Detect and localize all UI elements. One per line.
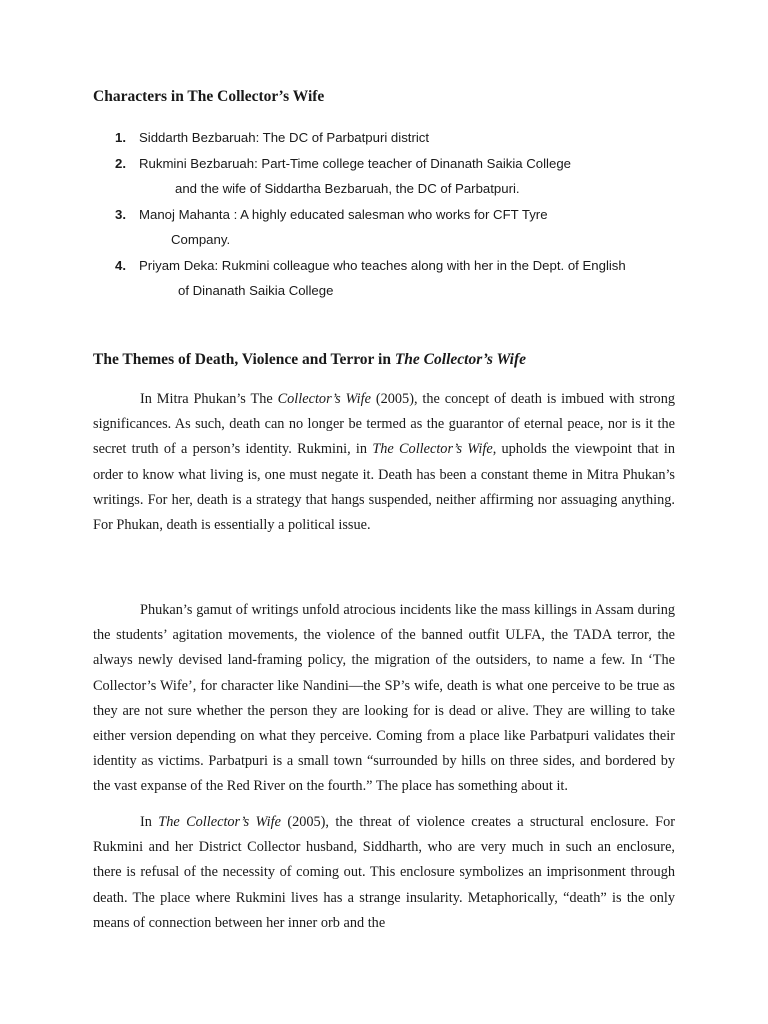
list-number: 3.: [115, 206, 126, 222]
themes-heading-title: The Collector’s Wife: [394, 351, 527, 368]
list-item: [93, 202, 713, 253]
list-number: 1.: [115, 130, 126, 145]
paragraph-text: Phukan’s gamut of writings unfold atrocious incidents like the mass killings in Assam during the students’ agitation movements, the violence of the banned outfit ULFA, the TADA terror, the always newly devised land-framing policy, the migration of the outsiders, to name a few. In ‘The Collector’s Wife’, for character like Nandini—the SP’s wife, death is what one perceive to be true as they are not sure whether the person they are looking for is dead or alive. They are willing to take either version depending on what they perceive. Coming from a place like Parbatpuri validates their identity as victims. Parbatpuri is a small town “surrounded by hills on three sides, and bordered by the vast expanse of the Red River on the fourth.” The place has something about it.: [93, 602, 675, 795]
paragraph-text: (2005), the concept of death is imbued with strong significances. As such, death can no longer be termed as the guarantor of eternal peace, nor is it the secret truth of a person’s identity. Rukmini, in: [93, 391, 675, 458]
paragraph-text: In: [140, 814, 159, 830]
paragraph-3: [93, 810, 675, 936]
book-title: The Collector’s Wife: [372, 441, 493, 458]
paragraph-text: , upholds the viewpoint that in order to know what living is, one must negate it. Death has been a constant theme in Mitra Phukan’s writings. For her, death is a strategy that hangs suspended, neither affirming nor assuaging anything. For Phukan, death is essentially a political issue.: [93, 441, 675, 534]
paragraph-2: [93, 598, 675, 800]
list-text: Manoj Mahanta : A highly educated salesman who works for CFT Tyre: [139, 206, 548, 222]
characters-heading: Characters in The Collector’s Wife: [93, 88, 325, 105]
list-text: Priyam Deka: Rukmini colleague who teaches along with her in the Dept. of English: [139, 257, 626, 273]
paragraph-text: In Mitra Phukan’s The: [140, 391, 278, 407]
list-text: Rukmini Bezbaruah: Part-Time college teacher of Dinanath Saikia College: [139, 155, 571, 171]
book-title: Collector’s Wife: [277, 391, 371, 407]
themes-heading-prefix: The Themes of Death, Violence and Terror in: [93, 351, 395, 368]
themes-heading: [93, 351, 526, 369]
list-number: 2.: [115, 155, 126, 171]
list-item: [93, 151, 713, 202]
list-text: Siddarth Bezbaruah: The DC of Parbatpuri district: [139, 130, 430, 145]
list-number: 4.: [115, 257, 126, 273]
list-item: [93, 253, 713, 304]
book-title: The Collector’s Wife: [158, 814, 281, 830]
list-text-continued: of Dinanath Saikia College: [178, 283, 334, 298]
paragraph-text: (2005), the threat of violence creates a structural enclosure. For Rukmini and her District Collector husband, Siddharth, who are very much in such an enclosure, there is refusal of the necessity of coming out. This enclosure symbolizes an imprisonment through death. The place where Rukmini lives has a strange insularity. Metaphorically, “death” is the only means of connection between her inner orb and the: [93, 814, 675, 931]
list-text-continued: and the wife of Siddartha Bezbaruah, the DC of Parbatpuri.: [175, 181, 520, 196]
characters-list: [93, 125, 713, 304]
paragraph-1: [93, 387, 675, 538]
list-item: [93, 125, 713, 151]
list-text-continued: Company.: [171, 232, 231, 247]
